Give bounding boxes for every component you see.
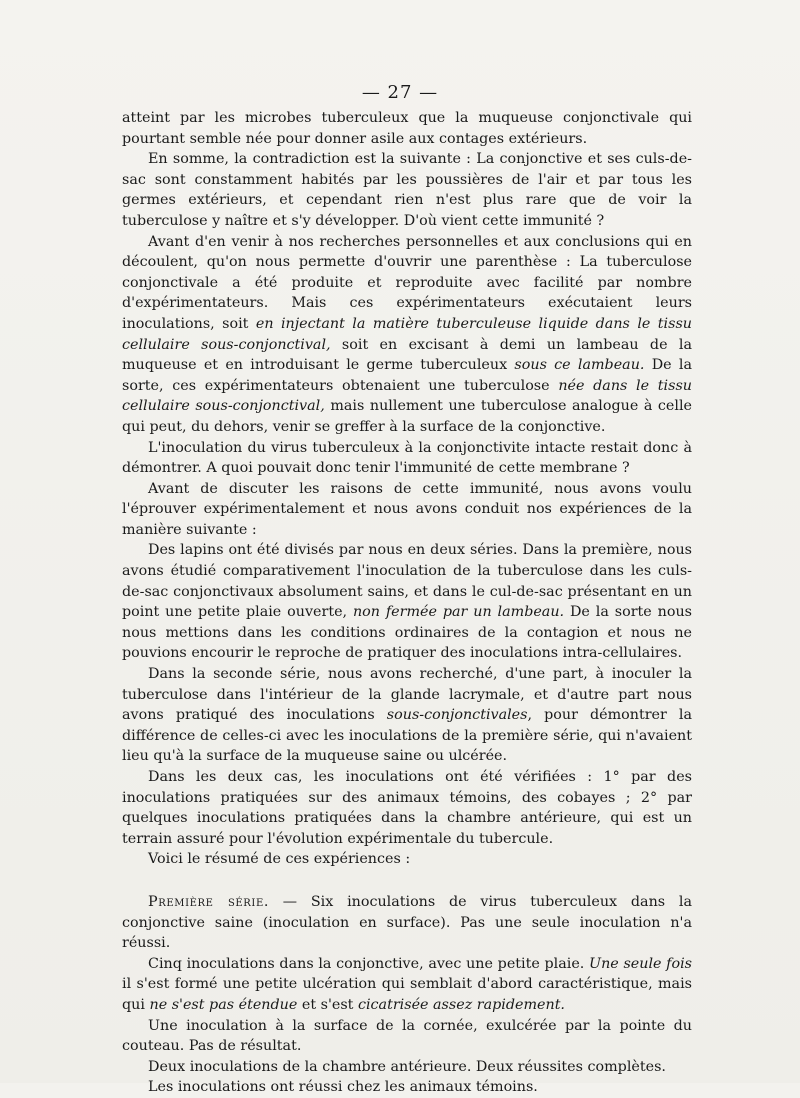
- text-run: Une inoculation à la surface de la cornée, exulcérée par la pointe du couteau. Pas de résultat.: [122, 1017, 692, 1055]
- text-run: mais nullement une tuberculose analogue à celle qui peut, du dehors, venir se greffer à la surface de la conjonctive.: [122, 398, 692, 435]
- paragraph: [122, 438, 692, 479]
- text-run: Des lapins ont été divisés par nous en deux séries. Dans la première, nous avons étudié comparativement l'inoculation de la tuberculose dans les culs-de-sac conjonctivaux absolument sains, et dans le cul-de-sac présentant en un point une petite plaie ouverte,: [122, 542, 692, 621]
- text-run: et s'est: [297, 996, 358, 1013]
- text-run: Dans la seconde série, nous avons recherché, d'une part, à inoculer la tuberculose dans l'intérieur de la glande lacrymale, et d'autre part nous avons pratiqué des inoculations: [122, 666, 692, 724]
- paragraph: [122, 954, 692, 1016]
- paragraph: [122, 540, 692, 664]
- italic-text: cicatrisée assez rapidement.: [357, 996, 565, 1013]
- paragraph: [122, 1057, 692, 1078]
- italic-text: sous-conjonctivales: [386, 707, 528, 724]
- section-label: Première série.: [148, 893, 270, 910]
- paragraph: [122, 149, 692, 231]
- text-run: Avant de discuter les raisons de cette immunité, nous avons voulu l'éprouver expérimentalement et nous avons conduit nos expériences de la manière suivante :: [122, 480, 692, 538]
- paragraph: [122, 892, 692, 954]
- paragraph: [122, 1077, 692, 1098]
- paragraph: [122, 849, 692, 870]
- paragraph: [122, 664, 692, 767]
- paragraph: [122, 479, 692, 541]
- italic-text: ne s'est pas étendue: [149, 996, 298, 1013]
- italic-text: Une seule fois: [589, 955, 692, 972]
- text-run: Les inoculations ont réussi chez les animaux témoins.: [148, 1079, 538, 1096]
- text-run: atteint par les microbes tuberculeux que la muqueuse conjonctivale qui pourtant semble née pour donner asile aux contages extérieurs.: [122, 110, 692, 147]
- italic-text: née dans le tissu cellulaire sous-conjonctival,: [122, 377, 692, 415]
- text-run: Dans les deux cas, les inoculations ont été vérifiées : 1° par des inoculations pratiquées sur des animaux témoins, des cobayes ; 2° par quelques inoculations pratiquées dans la chambre antérieure, qui est un terrain assuré pour l'évolution expérimentale du tubercule.: [122, 769, 692, 847]
- text-run: Cinq inoculations dans la conjonctive, avec une petite plaie.: [148, 955, 590, 972]
- text-run: — Six inoculations de virus tuberculeux dans la conjonctive saine (inoculation en surface). Pas une seule inoculation n'a réussi.: [122, 893, 692, 952]
- text-run: il s'est formé une petite ulcération qui semblait d'abord caractéristique, mais qui: [122, 976, 692, 1013]
- italic-text: sous ce lambeau.: [514, 357, 645, 374]
- text-run: De la sorte, ces expérimentateurs obtenaient une tuberculose: [122, 357, 692, 394]
- text-run: Voici le résumé de ces expériences :: [148, 851, 411, 868]
- text-run: En somme, la contradiction est la suivante : La conjonctive et ses culs-de-sac sont constamment habités par les poussières de l'air et par tous les germes extérieurs, et cependant rien n'est plus rare que de voir la tuberculose y naître et s'y développer. D'où vient cette immunité ?: [122, 151, 692, 229]
- text-run: , pour démontrer la différence de celles-ci avec les inoculations de la première série, qui n'avaient lieu qu'à la surface de la muqueuse saine ou ulcérée.: [122, 707, 692, 765]
- paragraph: [122, 108, 692, 149]
- italic-text: non fermée par un lambeau.: [352, 604, 565, 621]
- text-run: soit en excisant à demi un lambeau de la muqueuse et en introduisant le germe tuberculeux: [122, 336, 692, 374]
- paragraph: [122, 767, 692, 849]
- paragraph: [122, 1016, 692, 1057]
- body-text: [122, 108, 692, 1098]
- text-run: L'inoculation du virus tuberculeux à la conjonctivite intacte restait donc à démontrer. A quoi pouvait donc tenir l'immunité de cette membrane ?: [122, 439, 692, 477]
- text-run: De la sorte nous nous mettions dans les conditions ordinaires de la contagion et nous ne pouvions encourir le reproche de pratiquer des inoculations intra-cellulaires.: [122, 604, 692, 662]
- italic-text: en injectant la matière tuberculeuse liquide dans le tissu cellulaire sous-conjonctival,: [122, 315, 692, 353]
- text-run: Avant d'en venir à nos recherches personnelles et aux conclusions qui en découlent, qu'on nous permette d'ouvrir une parenthèse : La tuberculose conjonctivale a été produite et reproduite avec facilité par nombre d'expérimentateurs. Mais ces expérimentateurs exécutaient leurs inoculations, soit: [122, 233, 692, 332]
- text-run: Deux inoculations de la chambre antérieure. Deux réussites complètes.: [148, 1058, 666, 1075]
- paragraph: [122, 232, 692, 438]
- page-number: — 27 —: [361, 82, 439, 103]
